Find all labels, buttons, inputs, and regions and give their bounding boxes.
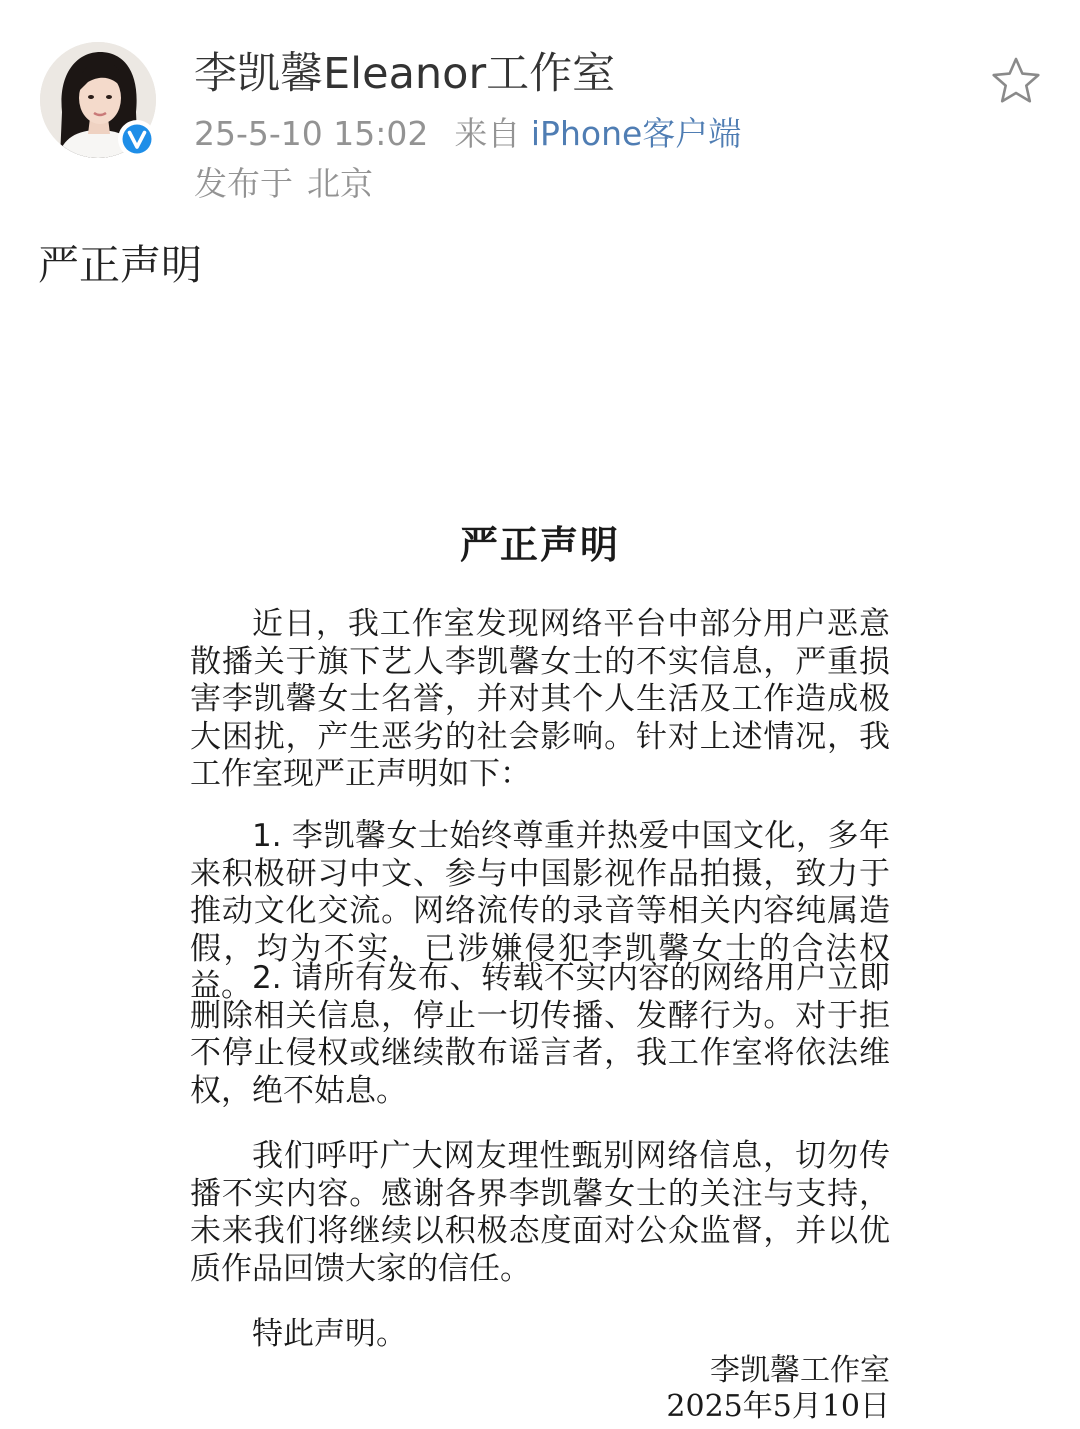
- location-name: 北京: [307, 164, 373, 203]
- post-location: [194, 162, 373, 206]
- statement-paragraph-intro: 近日，我工作室发现网络平台中部分用户恶意散播关于旗下艺人李凯馨女士的不实信息，严重损害李凯馨女士名誉，并对其个人生活及工作造成极大困扰，产生恶劣的社会影响。针对上述情况，我工作室现严正声明如下：: [190, 606, 890, 792]
- verified-v-badge-icon: [118, 120, 156, 158]
- statement-paragraph-point-2: 2. 请所有发布、转载不实内容的网络用户立即删除相关信息，停止一切传播、发酵行为。对于拒不停止侵权或继续散布谣言者，我工作室将依法维权，绝不姑息。: [190, 960, 890, 1109]
- statement-paragraph-point-1: 1. 李凯馨女士始终尊重并热爱中国文化，多年来积极研习中文、参与中国影视作品拍摄，致力于推动文化交流。网络流传的录音等相关内容纯属造假，均为不实，已涉嫌侵犯李凯馨女士的合法权益。: [190, 818, 890, 1004]
- statement-paragraph-appeal: 我们呼吁广大网友理性甄别网络信息，切勿传播不实内容。感谢各界李凯馨女士的关注与支持，未来我们将继续以积极态度面对公众监督，并以优质作品回馈大家的信任。: [190, 1138, 890, 1287]
- statement-title: 严正声明: [459, 523, 620, 567]
- statement-signature: 李凯馨工作室: [710, 1353, 890, 1388]
- statement-paragraph-closing: 特此声明。: [252, 1316, 407, 1352]
- favorite-button[interactable]: [990, 56, 1042, 106]
- post-timestamp: 25-5-10 15:02: [194, 114, 429, 153]
- post-meta: [194, 112, 741, 156]
- source-client-link[interactable]: iPhone客户端: [530, 114, 742, 153]
- location-prefix: 发布于: [194, 164, 293, 203]
- source-prefix: 来自: [454, 114, 521, 153]
- author-name[interactable]: 李凯馨Eleanor工作室: [194, 49, 616, 99]
- verified-badge: [118, 120, 156, 158]
- statement-date: 2025年5月10日: [666, 1389, 890, 1424]
- star-outline-icon: [990, 56, 1042, 106]
- post-text: 严正声明: [38, 241, 202, 289]
